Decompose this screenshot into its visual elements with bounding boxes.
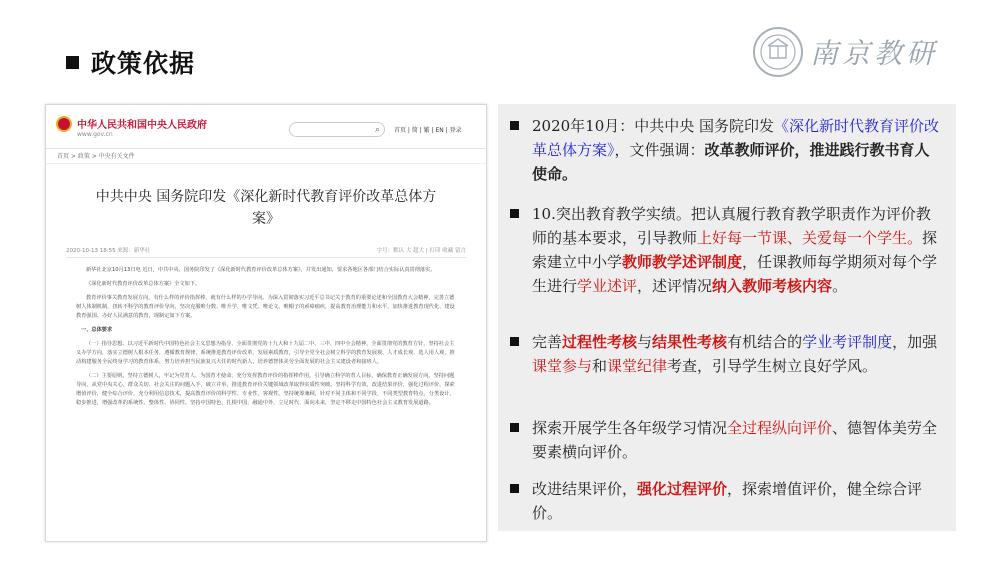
- bullet-segment: 、德智体美劳全要素横向评价。: [532, 419, 938, 461]
- search-icon: ⌕: [374, 125, 380, 135]
- article-paragraph: （二）主要原则。坚持立德树人，牢记为党育人、为国育才使命，充分发挥教育评价的指挥棒作用，引导确立科学的育人目标，确保教育正确发展方向。坚持问题导向，从党中央关心、群众关切、社会关注的问题入手，破立并举，推进教育评价关键领域改革取得实质性突破。坚持科学有效，改进结果评价，强化过程评价，探索增值评价，健全综合评价，充分利用信息技术，提高教育评价的科学性、专业性、客观性。坚持统筹兼顾，针对不同主体和不同学段、不同类型教育特点，分类设计、稳步推进，增强改革的系统性、整体性、协同性。坚持中国特色，扎根中国、融通中外，立足时代、面向未来，坚定不移走中国特色社会主义教育发展道路。: [76, 373, 455, 406]
- article-tools: 字号：默认 大 超大 | 打印 收藏 留言: [376, 248, 466, 254]
- bullet-segment: 与: [637, 333, 653, 351]
- article-date-source: 2020-10-13 18:55 来源：新华社: [66, 248, 151, 254]
- bullet-item: [510, 202, 950, 298]
- bullet-segment: 课堂参与: [532, 357, 593, 375]
- bullet-segment: ，加强: [892, 333, 938, 351]
- bullet-segment: 教师教学述评制度: [622, 253, 743, 271]
- bullet-segment: 改革教师评价，推进践行教书育人使命。: [532, 141, 930, 183]
- school-seal-icon: [752, 26, 804, 78]
- bullet-segment: 过程性考核: [562, 333, 638, 351]
- bullet-segment: 强化过程评价: [637, 480, 728, 498]
- gov-site-name: 中华人民共和国中央人民政府: [77, 120, 207, 131]
- article-paragraph: （一）指导思想。以习近平新时代中国特色社会主义思想为指导，全面贯彻党的十九大和十九届二中、三中、四中全会精神，全面贯彻党的教育方针，坚持社会主义办学方向，落实立德树人根本任务，遵循教育规律，系统推进教育评价改革，发展素质教育，引导全党全社会树立科学的教育发展观、人才成长观、选人用人观，推动构建服务全民终身学习的教育体系，努力培养担当民族复兴大任的时代新人，培养德智体美劳全面发展的社会主义建设者和接班人。: [76, 341, 455, 365]
- article-paragraph: 新华社北京10月13日电 近日，中共中央、国务院印发了《深化新时代教育评价改革总体方案》，并发出通知，要求各地区各部门结合实际认真贯彻落实。: [86, 267, 436, 273]
- bullet-segment: 全过程纵向评价: [727, 419, 833, 437]
- article-title: 中共中央 国务院印发《深化新时代教育评价改革总体方案》: [95, 189, 437, 227]
- slide-title: 政策依据: [91, 49, 196, 78]
- bullet-square-icon: [510, 337, 519, 346]
- bullet-segment: ，述评情况: [637, 277, 713, 295]
- bullet-segment: 纳入教师考核内容: [712, 277, 833, 295]
- bullet-square-icon: [510, 121, 519, 130]
- bullet-segment: ，任课教师每学期须对每个学生进行: [532, 253, 938, 295]
- bullet-segment: 2020年10月：中共中央 国务院印发: [532, 117, 775, 135]
- bullet-segment: 探索开展学生各年级学习情况: [532, 419, 728, 437]
- bullet-item: [510, 416, 950, 464]
- bullet-item: [510, 330, 950, 378]
- article-paragraph: 教育评价事关教育发展方向，有什么样的评价指挥棒，就有什么样的办学导向。为深入贯彻落实习近平总书记关于教育的重要论述和全国教育大会精神，完善立德树人体制机制，扭转不科学的教育评价导向，坚决克服唯分数、唯升学、唯文凭、唯论文、唯帽子的顽瘴痼疾，提高教育治理能力和水平，加快推进教育现代化、建设教育强国、办好人民满意的教育，现制定如下方案。: [76, 295, 455, 319]
- bullet-segment: 和: [592, 357, 608, 375]
- bullet-segment: 结果性考核: [652, 333, 728, 351]
- bullet-segment: 学业述评: [577, 277, 638, 295]
- gov-site-header: [46, 105, 486, 149]
- bullet-segment: 有机结合的: [727, 333, 803, 351]
- bullet-item: [510, 477, 950, 525]
- bullet-square-icon: [510, 423, 519, 432]
- slide-title-block: [66, 44, 195, 80]
- bullet-text: [532, 330, 942, 378]
- bullet-segment: 完善: [532, 333, 563, 351]
- nanjing-jiaoyan-logo: [752, 26, 938, 78]
- bullet-text: [532, 477, 942, 525]
- title-bullet-square: [66, 56, 79, 69]
- bullet-segment: 改进结果评价，: [532, 480, 638, 498]
- bullet-segment: 学业考评制度: [802, 333, 893, 351]
- gov-webpage-screenshot: [45, 104, 487, 542]
- bullet-item: [510, 114, 950, 186]
- article-heading: 一、总体要求: [81, 327, 113, 333]
- gov-search-input: [289, 122, 385, 137]
- bullet-segment: ，探索增值评价，健全综合评价。: [532, 480, 923, 522]
- bullet-segment: 。: [832, 277, 848, 295]
- bullet-segment: 探索建立中小学: [532, 229, 938, 271]
- policy-bullet-panel: [498, 104, 956, 531]
- bullet-text: [532, 416, 942, 464]
- gov-top-links: 首页 | 简 | 繁 | EN | 登录: [394, 127, 462, 134]
- bullet-segment: 课堂纪律: [607, 357, 668, 375]
- national-emblem-icon: [56, 116, 72, 132]
- bullet-segment: 10.突出教育教学实绩。把认真履行教育教学职责作为评价教师的基本要求，引导教师: [532, 205, 931, 247]
- article-meta: [66, 244, 466, 258]
- gov-site-url: www.gov.cn: [77, 131, 113, 138]
- article-paragraph: 《深化新时代教育评价改革总体方案》全文如下。: [86, 281, 201, 287]
- breadcrumb: 首页 > 政策 > 中央有关文件: [46, 149, 486, 164]
- bullet-segment: 考查，引导学生树立良好学风。: [667, 357, 878, 375]
- bullet-segment: ，文件强调：: [614, 141, 705, 159]
- logo-text: 南京教研: [810, 37, 939, 70]
- bullet-square-icon: [510, 209, 519, 218]
- bullet-segment: 上好每一节课、关爱每一个学生。: [697, 229, 923, 247]
- bullet-square-icon: [510, 484, 519, 493]
- article-body: [46, 258, 486, 408]
- bullet-text: [532, 114, 942, 186]
- bullet-segment: 《深化新时代教育评价改革总体方案》: [532, 117, 940, 159]
- bullet-text: [532, 202, 942, 298]
